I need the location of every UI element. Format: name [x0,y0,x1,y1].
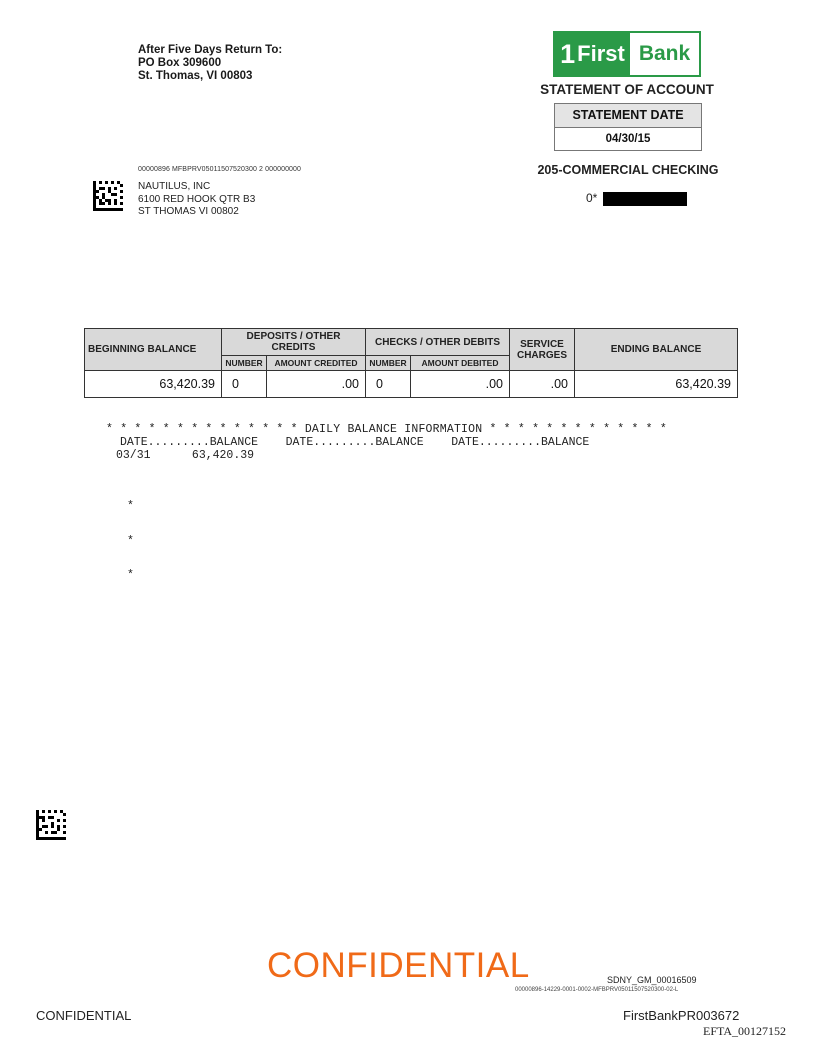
daily-balance-columns: DATE.........BALANCE DATE.........BALANCE DATE.........BALANCE [120,436,590,449]
efta-number: EFTA_00127152 [703,1024,787,1038]
header-checks: CHECKS / OTHER DEBITS [366,329,510,356]
star-marker: * [127,534,134,548]
datamatrix-barcode-icon [36,810,66,840]
beginning-balance-value: 63,420.39 [85,371,222,398]
return-address-line3: St. Thomas, VI 00803 [138,70,253,82]
daily-balance-header: * * * * * * * * * * * * * * DAILY BALANCE INFORMATION * * * * * * * * * * * * * [106,423,667,436]
statement-date-label: STATEMENT DATE [555,104,701,128]
header-service-charges: SERVICE CHARGES [510,329,575,371]
document-id: 00000896-14229-0001-0002-MFBPRV05011507520300-02-L [515,987,679,993]
firstbank-logo [553,31,701,77]
mailing-address [138,181,255,219]
scanline-code: 00000896 MFBPRV05011507520300 2 000000000 [138,166,302,173]
confidential-label: CONFIDENTIAL [36,1008,132,1023]
checks-number-value: 0 [366,371,411,398]
ending-balance-value: 63,420.39 [575,371,738,398]
amount-credited-value: .00 [267,371,366,398]
balance-summary-table [84,328,738,398]
header-deposits-number: NUMBER [222,356,267,371]
service-charges-value: .00 [510,371,575,398]
return-address-line2: PO Box 309600 [138,57,222,69]
confidential-stamp: CONFIDENTIAL [267,946,530,985]
return-address [138,44,282,83]
mailing-city: ST THOMAS VI 00802 [138,206,239,217]
mailing-street: 6100 RED HOOK QTR B3 [138,193,256,205]
deposits-number-value: 0 [222,371,267,398]
statement-title: STATEMENT OF ACCOUNT [540,82,714,97]
logo-first-text: First [577,41,625,66]
daily-balance-row: 03/31 63,420.39 [116,449,255,462]
statement-date-box [554,103,702,151]
header-beginning-balance: BEGINNING BALANCE [85,329,222,371]
table-row [85,371,738,398]
bates-number: FirstBankPR003672 [623,1008,740,1023]
star-marker: * [127,569,134,582]
return-address-line1: After Five Days Return To: [138,44,283,56]
account-type: 205-COMMERCIAL CHECKING [537,163,719,177]
datamatrix-barcode-icon [93,181,123,211]
header-checks-number: NUMBER [366,356,411,371]
star-marker: * [127,500,134,513]
statement-date-value: 04/30/15 [605,133,651,145]
header-amount-debited: AMOUNT DEBITED [411,356,510,371]
header-amount-credited: AMOUNT CREDITED [267,356,366,371]
logo-bank-text: Bank [630,33,699,75]
amount-debited-value: .00 [411,371,510,398]
account-number-prefix: 0* [586,191,598,205]
daily-balance-stars [127,478,141,593]
redaction-bar [603,192,687,206]
logo-numeral: 1 [560,38,576,69]
mailing-name: NAUTILUS, INC [138,181,211,192]
sdny-number: SDNY_GM_00016509 [607,975,697,985]
header-ending-balance: ENDING BALANCE [575,329,738,371]
header-deposits: DEPOSITS / OTHER CREDITS [222,329,366,356]
